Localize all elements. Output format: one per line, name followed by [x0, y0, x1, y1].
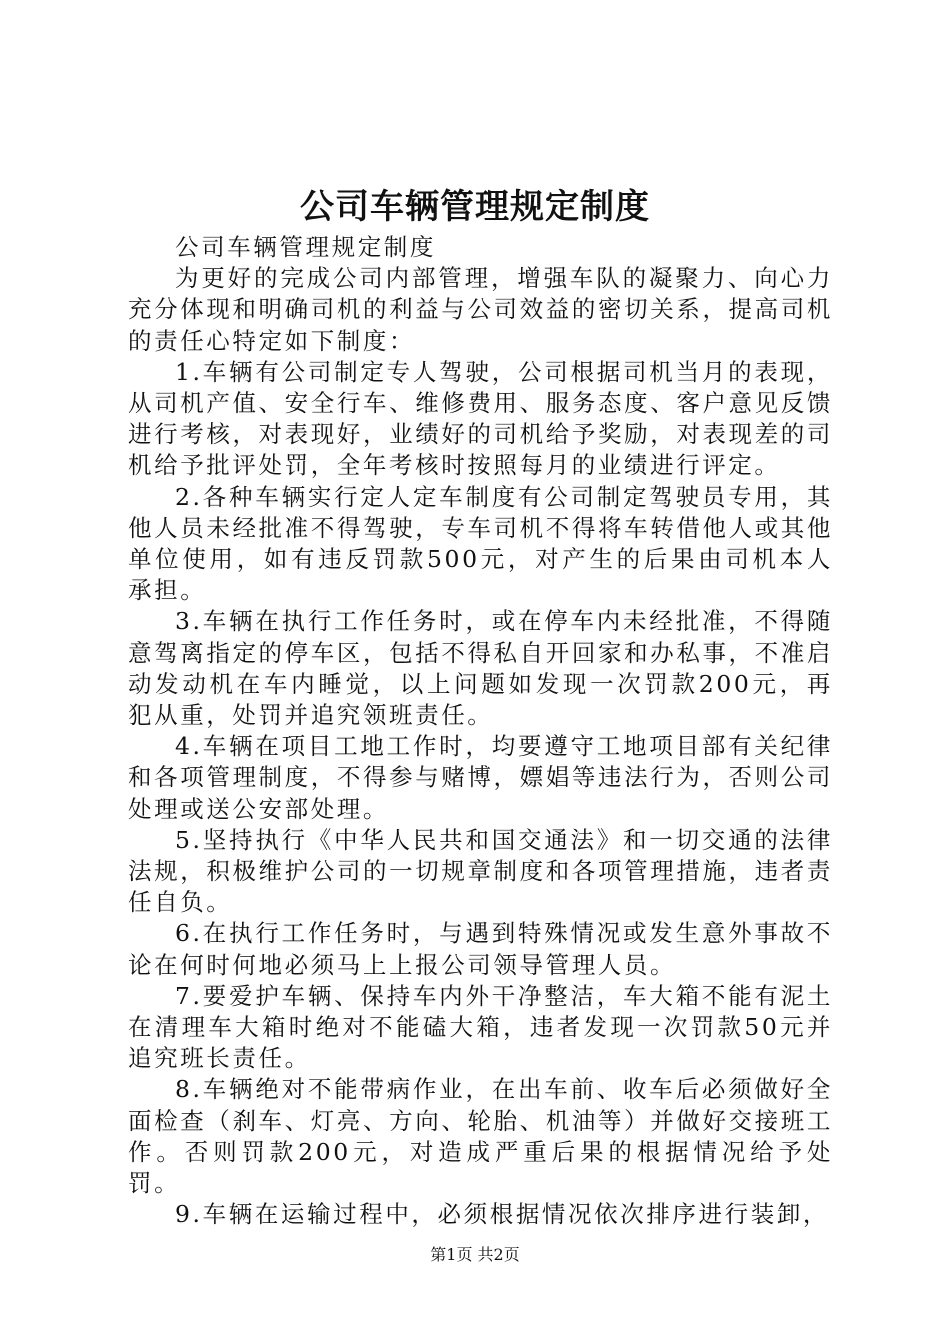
document-title: 公司车辆管理规定制度 [300, 187, 650, 227]
paragraph-rule-7: 7.要爱护车辆、保持车内外干净整洁，车大箱不能有泥土在清理车大箱时绝对不能磕大箱，违者发现一次罚款50元并追究班长责任。 [128, 981, 833, 1073]
paragraph-rule-4: 4.车辆在项目工地工作时，均要遵守工地项目部有关纪律和各项管理制度，不得参与赌博，嫖娼等违法行为，否则公司处理或送公安部处理。 [128, 732, 833, 823]
page-footer: 第1页 共2页 [430, 1245, 520, 1264]
document-body [128, 232, 833, 1231]
paragraph-intro: 为更好的完成公司内部管理，增强车队的凝聚力、向心力充分体现和明确司机的利益与公司效益的密切关系，提高司机的责任心特定如下制度： [128, 264, 833, 355]
paragraph-rule-1: 1.车辆有公司制定专人驾驶，公司根据司机当月的表现，从司机产值、安全行车、维修费用、服务态度、客户意见反馈进行考核，对表现好，业绩好的司机给予奖励，对表现差的司机给予批评处罚，全年考核时按照每月的业绩进行评定。 [128, 357, 833, 480]
paragraph-rule-5: 5.坚持执行《中华人民共和国交通法》和一切交通的法律法规，积极维护公司的一切规章制度和各项管理措施，违者责任自负。 [128, 825, 833, 917]
paragraph-rule-6: 6.在执行工作任务时，与遇到特殊情况或发生意外事故不论在何时何地必须马上上报公司领导管理人员。 [128, 919, 833, 979]
paragraph-rule-8: 8.车辆绝对不能带病作业，在出车前、收车后必须做好全面检查（刹车、灯亮、方向、轮胎、机油等）并做好交接班工作。否则罚款200元，对造成严重后果的根据情况给予处罚。 [128, 1075, 833, 1198]
paragraph-subtitle: 公司车辆管理规定制度 [175, 233, 436, 261]
paragraph-rule-9: 9.车辆在运输过程中，必须根据情况依次排序进行装卸， [175, 1200, 830, 1229]
paragraph-rule-3: 3.车辆在执行工作任务时，或在停车内未经批准，不得随意驾离指定的停车区，包括不得私自开回家和办私事，不准启动发动机在车内睡觉，以上问题如发现一次罚款200元，再犯从重，处罚并追究领班责任。 [128, 607, 833, 730]
paragraph-rule-2: 2.各种车辆实行定人定车制度有公司制定驾驶员专用，其他人员未经批准不得驾驶，专车司机不得将车转借他人或其他单位使用，如有违反罚款500元，对产生的后果由司机本人承担。 [128, 482, 833, 605]
